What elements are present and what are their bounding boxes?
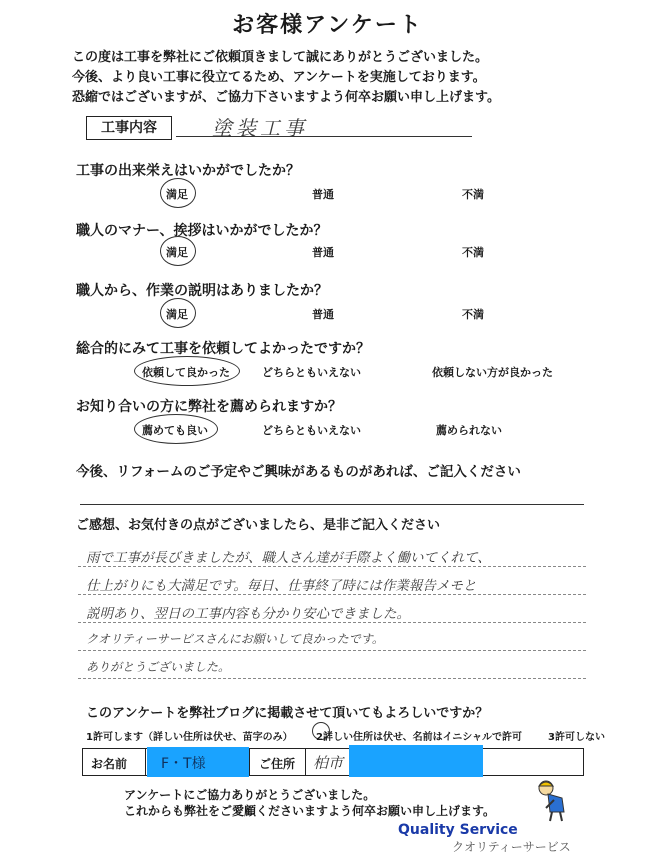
customer-info-table <box>82 748 584 776</box>
q5-option-2[interactable]: どちらともいえない <box>262 424 361 437</box>
q1-option-2[interactable]: 普通 <box>312 188 334 201</box>
comment-rule-2 <box>78 594 586 595</box>
q1-option-1[interactable]: 満足 <box>166 188 188 201</box>
q3-option-2[interactable]: 普通 <box>312 308 334 321</box>
reform-answer-line[interactable] <box>80 504 584 505</box>
intro-line-3: 恐縮ではございますが、ご協力下さいますよう何卒お願い申し上げます。 <box>72 90 500 105</box>
closing-line-1: アンケートにご協力ありがとうございました。 <box>124 788 376 802</box>
question-2: 職人のマナー、挨拶はいかがでしたか？ <box>76 223 328 239</box>
q2-option-1[interactable]: 満足 <box>166 246 188 259</box>
reform-question: 今後、リフォームのご予定やご興味があるものがあれば、ご記入ください <box>76 464 521 480</box>
intro-line-2: 今後、より良い工事に役立てるため、アンケートを実施しております。 <box>72 70 486 85</box>
comment-line-1: 雨で工事が長びきましたが、職人さん達が手際よく働いてくれて、 <box>86 550 491 566</box>
address-label: ご住所 <box>259 757 296 771</box>
brand-name: Quality Service <box>398 822 518 838</box>
comment-rule-1 <box>78 566 586 567</box>
table-divider-2 <box>249 749 250 775</box>
blog-option-2[interactable]: 2詳しい住所は伏せ、名前はイニシャルで許可 <box>316 732 523 743</box>
q2-option-3[interactable]: 不満 <box>462 246 484 259</box>
bowing-worker-icon <box>534 778 574 822</box>
intro-line-1: この度は工事を弊社にご依頼頂きまして誠にありがとうございました。 <box>72 50 489 65</box>
comment-line-3: 説明あり、翌日の工事内容も分かり安心できました。 <box>86 606 410 622</box>
work-underline <box>176 136 472 137</box>
blog-option-3[interactable]: 3許可しない <box>548 732 605 743</box>
q3-option-3[interactable]: 不満 <box>462 308 484 321</box>
question-5: お知り合いの方に弊社を薦められますか？ <box>76 399 342 415</box>
customer-name[interactable]: F・T様 <box>161 756 206 772</box>
q3-option-1[interactable]: 満足 <box>166 308 188 321</box>
comment-rule-5 <box>78 678 586 679</box>
blog-option-1[interactable]: 1許可します（詳しい住所は伏せ、苗字のみ） <box>86 732 293 743</box>
customer-address[interactable]: 柏市 <box>313 754 344 772</box>
comment-line-5: ありがとうございました。 <box>86 660 231 674</box>
q5-option-3[interactable]: 薦められない <box>436 424 502 437</box>
address-redaction <box>349 745 483 777</box>
brand-sub: クオリティーサービス <box>452 840 571 854</box>
name-label: お名前 <box>91 757 128 771</box>
question-1: 工事の出来栄えはいかがでしたか？ <box>76 163 300 179</box>
q5-option-1[interactable]: 薦めても良い <box>142 424 208 437</box>
q4-option-3[interactable]: 依頼しない方が良かった <box>432 366 553 379</box>
page-title: お客様アンケート <box>232 13 423 38</box>
q4-option-1[interactable]: 依頼して良かった <box>142 366 230 379</box>
table-divider-1 <box>145 749 146 775</box>
blog-question: このアンケートを弊社ブログに掲載させて頂いてもよろしいですか？ <box>86 706 489 721</box>
question-4: 総合的にみて工事を依頼してよかったですか？ <box>76 341 370 357</box>
comment-line-4: クオリティーサービスさんにお願いして良かったです。 <box>86 632 384 646</box>
work-label: 工事内容 <box>86 116 172 140</box>
question-3: 職人から、作業の説明はありましたか？ <box>76 283 328 299</box>
work-value[interactable]: 塗装工事 <box>212 116 308 140</box>
q4-option-2[interactable]: どちらともいえない <box>262 366 361 379</box>
comment-line-2: 仕上がりにも大満足です。毎日、仕事終了時には作業報告メモと <box>86 578 477 594</box>
q1-option-3[interactable]: 不満 <box>462 188 484 201</box>
table-divider-3 <box>305 749 306 775</box>
closing-line-2: これからも弊社をご愛顧くださいますよう何卒お願い申し上げます。 <box>124 804 496 818</box>
comment-rule-3 <box>78 622 586 623</box>
comments-heading: ご感想、お気付きの点がございましたら、是非ご記入ください <box>76 518 441 533</box>
q2-option-2[interactable]: 普通 <box>312 246 334 259</box>
comment-rule-4 <box>78 650 586 651</box>
